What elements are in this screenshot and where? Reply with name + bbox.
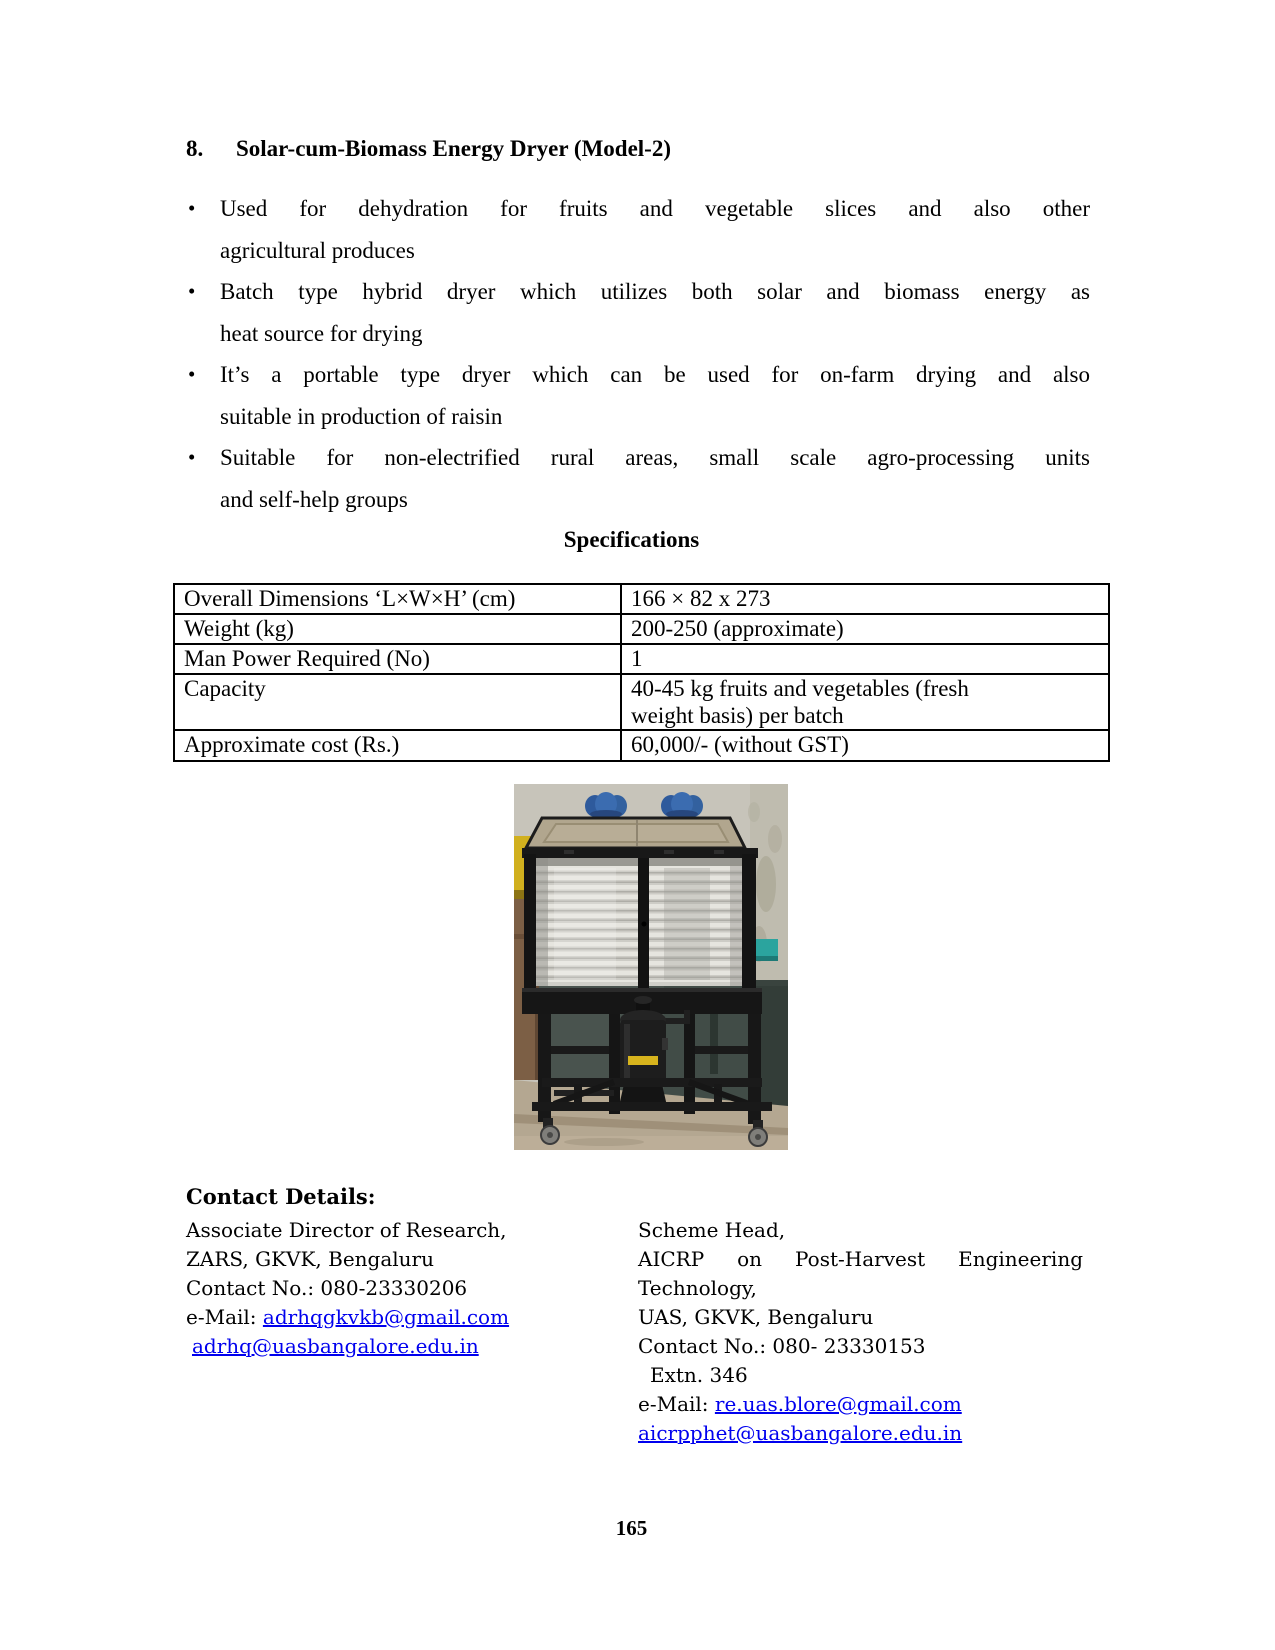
spec-row (174, 674, 1109, 730)
bullet-line: suitable in production of raisin (220, 403, 503, 429)
email-link[interactable]: re.uas.blore@gmail.com (714, 1392, 962, 1416)
contact-line: Extn. 346 (650, 1363, 748, 1387)
spec-value-line: 40-45 kg fruits and vegetables (fresh (631, 676, 969, 701)
contact-left-column (186, 1216, 556, 1361)
section-title: Solar-cum-Biomass Energy Dryer (Model-2) (236, 136, 672, 161)
bullet-marker: • (188, 362, 196, 386)
bullet-line: agricultural produces (220, 237, 415, 263)
spec-label-cell: Man Power Required (No) (174, 644, 621, 674)
spec-value-line: weight basis) per batch (631, 703, 844, 728)
spec-row (174, 644, 1109, 674)
spec-value-cell (621, 674, 1109, 730)
spec-value-cell: 1 (621, 644, 1109, 674)
contact-line (186, 1303, 556, 1332)
spec-table (173, 583, 1110, 762)
contact-line: Associate Director of Research, (186, 1218, 507, 1242)
spec-row (174, 584, 1109, 614)
bullet-line: heat source for drying (220, 320, 423, 346)
spec-label-cell: Overall Dimensions ‘L×W×H’ (cm) (174, 584, 621, 614)
dryer-photo (514, 784, 788, 1150)
bullet-marker: • (188, 196, 196, 220)
spec-value-cell: 200-250 (approximate) (621, 614, 1109, 644)
bullet-list (186, 188, 1090, 520)
contact-line: Contact No.: 080-23330206 (186, 1276, 468, 1300)
contact-line: Technology, (638, 1276, 757, 1300)
dryer-photo-image (514, 784, 788, 1150)
bullet-line: Suitable for non-electrified rural areas, small scale agro-processing units (220, 445, 1090, 470)
bullet-line: and self-help groups (220, 486, 408, 512)
contact-line: ZARS, GKVK, Bengaluru (186, 1247, 434, 1271)
section-number: 8. (186, 136, 204, 161)
specifications-title: Specifications (563, 527, 700, 552)
bullet-line: It’s a portable type dryer which can be used for on-farm drying and also (220, 362, 1090, 387)
email-link[interactable]: aicrpphet@uasbangalore.edu.in (638, 1421, 963, 1445)
page-number: 165 (615, 1516, 648, 1540)
bullet-marker: • (188, 279, 196, 303)
email-link[interactable]: adrhq@uasbangalore.edu.in (192, 1334, 479, 1358)
contact-line (186, 1332, 556, 1361)
email-label: e-Mail: (186, 1305, 263, 1329)
bullet-item (186, 437, 1090, 520)
spec-value-cell: 60,000/- (without GST) (621, 730, 1109, 761)
bullet-item (186, 354, 1090, 437)
contact-details-heading: Contact Details: (186, 1184, 376, 1209)
bullet-item (186, 271, 1090, 354)
bullet-line: Batch type hybrid dryer which utilizes both solar and biomass energy as (220, 279, 1090, 304)
email-link[interactable]: adrhqgkvkb@gmail.com (262, 1305, 510, 1329)
contact-line: Scheme Head, (638, 1218, 786, 1242)
spec-label-cell: Capacity (174, 674, 621, 730)
bullet-item (186, 188, 1090, 271)
spec-label-cell: Approximate cost (Rs.) (174, 730, 621, 761)
bullet-marker: • (188, 445, 196, 469)
contact-line (638, 1390, 1083, 1419)
spec-value-cell: 166 × 82 x 273 (621, 584, 1109, 614)
section-heading (186, 136, 671, 162)
spec-row (174, 614, 1109, 644)
contact-line (638, 1419, 1083, 1448)
email-label: e-Mail: (638, 1392, 715, 1416)
contact-line: UAS, GKVK, Bengaluru (638, 1305, 874, 1329)
spec-row (174, 730, 1109, 761)
contact-line: Contact No.: 080- 23330153 (638, 1334, 926, 1358)
spec-label-cell: Weight (kg) (174, 614, 621, 644)
bullet-line: Used for dehydration for fruits and vegetable slices and also other (220, 196, 1090, 221)
contact-line: AICRP on Post-Harvest Engineering (638, 1247, 1083, 1271)
contact-right-column (638, 1216, 1083, 1448)
